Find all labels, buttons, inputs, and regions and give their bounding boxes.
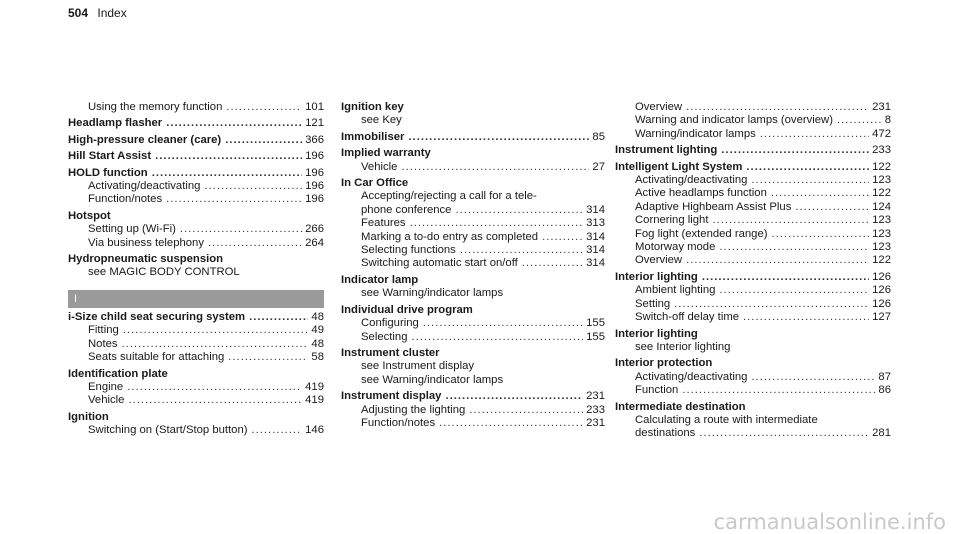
page-reference: 196 xyxy=(305,150,324,163)
index-subentry xyxy=(341,374,605,387)
entry-text: Selecting functions xyxy=(361,244,456,257)
entry-text: Using the memory function xyxy=(88,101,223,113)
entry-text: Intelligent Light System xyxy=(615,160,743,173)
entry-text: Notes xyxy=(88,337,118,350)
dot-leader xyxy=(423,317,583,330)
page-reference: 126 xyxy=(872,284,891,297)
dot-leader xyxy=(127,381,302,394)
index-subentry xyxy=(615,254,891,267)
entry-text: Function/notes xyxy=(88,193,163,206)
dot-leader xyxy=(410,217,584,230)
dot-leader xyxy=(712,214,869,227)
index-entry xyxy=(615,401,891,414)
page-reference: 233 xyxy=(586,403,605,416)
page-reference: 196 xyxy=(305,180,324,193)
entry-text: Interior lighting xyxy=(615,327,698,340)
page-reference: 85 xyxy=(592,130,605,143)
dot-leader xyxy=(249,311,308,324)
index-subentry xyxy=(68,223,324,236)
index-subentry xyxy=(341,287,605,300)
page-reference: 87 xyxy=(878,370,891,383)
index-entry xyxy=(68,167,324,180)
entry-text: Individual drive program xyxy=(341,303,473,316)
entry-text: Setting xyxy=(635,297,671,310)
entry-text: Function/notes xyxy=(361,416,436,429)
entry-text: Marking a to-do entry as completed xyxy=(361,230,539,243)
entry-text: see Interior lighting xyxy=(635,340,731,353)
dot-leader xyxy=(455,204,583,217)
page-reference: 48 xyxy=(311,310,324,323)
index-entry xyxy=(68,150,324,163)
entry-text: Headlamp flasher xyxy=(68,117,163,130)
entry-text: HOLD function xyxy=(68,166,148,179)
index-column-3 xyxy=(615,101,891,441)
dot-leader xyxy=(411,331,583,344)
dot-leader xyxy=(699,427,869,440)
index-entry xyxy=(615,328,891,341)
entry-text: Hotspot xyxy=(68,209,111,222)
page-reference: 122 xyxy=(872,187,891,200)
entry-text: Fog light (extended range) xyxy=(635,227,768,240)
index-subentry xyxy=(341,161,605,174)
entry-text: Identification plate xyxy=(68,367,168,380)
page-reference: 231 xyxy=(586,416,605,429)
index-subentry xyxy=(68,266,324,279)
page-reference: 472 xyxy=(872,127,891,140)
page-reference: 101 xyxy=(305,101,324,113)
page-reference: 314 xyxy=(586,257,605,270)
entry-text: Accepting/rejecting a call for a tele- xyxy=(361,190,537,203)
entry-text: Vehicle xyxy=(361,160,398,173)
index-subentry xyxy=(341,204,605,217)
page-reference: 123 xyxy=(872,174,891,187)
index-subentry xyxy=(68,193,324,206)
dot-leader xyxy=(166,117,302,130)
index-entry xyxy=(341,177,605,190)
index-entry xyxy=(341,131,605,144)
dot-leader xyxy=(702,271,869,284)
index-subentry xyxy=(341,217,605,230)
page-reference: 155 xyxy=(586,330,605,343)
entry-text: see Warning/indicator lamps xyxy=(361,287,504,300)
page-reference: 146 xyxy=(305,424,324,437)
entry-text: Selecting xyxy=(361,330,408,343)
entry-text: Ignition key xyxy=(341,101,404,113)
index-subentry xyxy=(341,190,605,203)
dot-leader xyxy=(686,101,869,114)
entry-text: Configuring xyxy=(361,317,419,330)
index-entry xyxy=(341,390,605,403)
index-entry xyxy=(68,411,324,424)
page-reference: 8 xyxy=(884,114,891,127)
index-subentry xyxy=(341,114,605,127)
index-subentry xyxy=(341,331,605,344)
index-subentry xyxy=(615,241,891,254)
entry-text: Activating/deactivating xyxy=(635,174,748,187)
dot-leader xyxy=(772,228,870,241)
entry-text: Instrument cluster xyxy=(341,346,440,359)
dot-leader xyxy=(771,187,869,200)
index-subentry xyxy=(615,174,891,187)
index-subentry xyxy=(68,394,324,407)
entry-text: Function xyxy=(635,384,679,397)
page-reference: 58 xyxy=(311,351,324,364)
index-subentry xyxy=(615,114,891,127)
entry-text: Intermediate destination xyxy=(615,400,746,413)
entry-text: Features xyxy=(361,217,406,230)
dot-leader xyxy=(408,131,589,144)
index-entry xyxy=(615,271,891,284)
page-reference: 314 xyxy=(586,203,605,216)
entry-text: Seats suitable for attaching xyxy=(88,351,225,364)
entry-text: Warning and indicator lamps (overview) xyxy=(635,114,833,127)
index-subentry xyxy=(68,101,324,114)
page-reference: 314 xyxy=(586,244,605,257)
entry-text: Switching automatic start on/off xyxy=(361,257,518,270)
dot-leader xyxy=(682,384,875,397)
index-subentry xyxy=(615,201,891,214)
page-reference: 233 xyxy=(872,144,891,157)
dot-leader xyxy=(252,424,303,437)
dot-leader xyxy=(743,311,869,324)
index-subentry xyxy=(341,317,605,330)
index-entry xyxy=(68,117,324,130)
page-reference: 196 xyxy=(305,193,324,206)
index-subentry xyxy=(68,324,324,337)
page-reference: 155 xyxy=(586,317,605,330)
index-entry xyxy=(68,134,324,147)
index-column-1 xyxy=(68,101,324,438)
index-subentry xyxy=(615,128,891,141)
index-subentry xyxy=(615,311,891,324)
page-reference: 231 xyxy=(586,390,605,403)
dot-leader xyxy=(155,150,302,163)
entry-text: Ignition xyxy=(68,410,109,423)
index-subentry xyxy=(615,187,891,200)
dot-leader xyxy=(760,128,869,141)
page-reference: 366 xyxy=(305,133,324,146)
dot-leader xyxy=(751,174,869,187)
page-reference: 86 xyxy=(878,384,891,397)
entry-text: Adaptive Highbeam Assist Plus xyxy=(635,200,792,213)
page-reference: 126 xyxy=(872,270,891,283)
entry-text: Vehicle xyxy=(88,394,125,407)
dot-leader xyxy=(204,180,302,193)
index-subentry xyxy=(615,384,891,397)
page-reference: 48 xyxy=(311,337,324,350)
entry-text: i-Size child seat securing system xyxy=(68,310,246,323)
index-entry xyxy=(341,304,605,317)
dot-leader xyxy=(542,231,583,244)
index-subentry xyxy=(341,244,605,257)
entry-text: Via business telephony xyxy=(88,236,204,249)
dot-leader xyxy=(719,241,869,254)
index-subentry xyxy=(68,338,324,351)
dot-leader xyxy=(751,371,875,384)
dot-leader xyxy=(719,284,869,297)
index-subentry xyxy=(615,341,891,354)
index-subentry xyxy=(615,371,891,384)
index-subentry xyxy=(615,298,891,311)
page-reference: 313 xyxy=(586,217,605,230)
index-entry xyxy=(615,161,891,174)
dot-leader xyxy=(795,201,869,214)
dot-leader xyxy=(128,394,302,407)
index-subentry xyxy=(68,424,324,437)
page-reference: 126 xyxy=(872,297,891,310)
entry-text: Instrument lighting xyxy=(615,144,718,157)
dot-leader xyxy=(225,134,302,147)
dot-leader xyxy=(123,324,309,337)
page-reference: 124 xyxy=(872,200,891,213)
dot-leader xyxy=(152,167,302,180)
index-subentry xyxy=(615,214,891,227)
dot-leader xyxy=(122,338,309,351)
page-reference: 264 xyxy=(305,236,324,249)
entry-text: Active headlamps function xyxy=(635,187,767,200)
page-reference: 49 xyxy=(311,324,324,337)
index-subentry xyxy=(615,427,891,440)
index-entry xyxy=(341,274,605,287)
dot-leader xyxy=(460,244,583,257)
entry-text: Hill Start Assist xyxy=(68,150,152,163)
entry-text: Interior protection xyxy=(615,357,713,370)
page-reference: 419 xyxy=(305,394,324,407)
entry-text: In Car Office xyxy=(341,177,409,190)
index-subentry xyxy=(341,417,605,430)
entry-text: Overview xyxy=(635,254,683,267)
entry-text: Immobiliser xyxy=(341,130,405,143)
page-reference: 123 xyxy=(872,214,891,227)
dot-leader xyxy=(439,417,583,430)
entry-text: Motorway mode xyxy=(635,241,716,254)
dot-leader xyxy=(208,237,302,250)
entry-text: destinations xyxy=(635,427,696,440)
entry-text: phone conference xyxy=(361,203,452,216)
entry-text: Activating/deactivating xyxy=(635,370,748,383)
page-reference: 231 xyxy=(872,101,891,113)
index-subentry xyxy=(341,360,605,373)
index-entry xyxy=(615,357,891,370)
index-subentry xyxy=(615,228,891,241)
entry-text: Hydropneumatic suspension xyxy=(68,253,224,266)
page-section-title: Index xyxy=(97,6,127,20)
entry-text: see Key xyxy=(361,114,402,127)
index-entry xyxy=(341,347,605,360)
index-entry xyxy=(341,147,605,160)
index-entry xyxy=(68,210,324,223)
index-subentry xyxy=(615,414,891,427)
page-reference: 121 xyxy=(305,117,324,130)
page-reference: 127 xyxy=(872,311,891,324)
dot-leader xyxy=(180,223,302,236)
index-subentry xyxy=(68,180,324,193)
page-reference: 123 xyxy=(872,241,891,254)
entry-text: see Instrument display xyxy=(361,360,475,373)
dot-leader xyxy=(469,404,583,417)
page-header xyxy=(68,7,127,20)
entry-text: Fitting xyxy=(88,324,119,337)
entry-text: Implied warranty xyxy=(341,147,431,160)
index-subentry xyxy=(341,404,605,417)
index-entry xyxy=(68,253,324,266)
index-subentry xyxy=(68,381,324,394)
entry-text: Switching on (Start/Stop button) xyxy=(88,424,248,437)
entry-text: Warning/indicator lamps xyxy=(635,127,756,140)
entry-text: see MAGIC BODY CONTROL xyxy=(88,266,240,279)
dot-leader xyxy=(674,298,869,311)
entry-text: Indicator lamp xyxy=(341,273,419,286)
index-subentry xyxy=(341,231,605,244)
dot-leader xyxy=(746,161,869,174)
entry-text: Setting up (Wi-Fi) xyxy=(88,223,176,236)
index-subentry xyxy=(615,101,891,114)
dot-leader xyxy=(228,351,308,364)
page-reference: 266 xyxy=(305,223,324,236)
page-reference: 123 xyxy=(872,227,891,240)
index-subentry xyxy=(68,237,324,250)
index-entry xyxy=(341,101,605,114)
dot-leader xyxy=(721,144,869,157)
dot-leader xyxy=(445,390,583,403)
page-reference: 122 xyxy=(872,254,891,267)
page-reference: 281 xyxy=(872,427,891,440)
entry-text: Calculating a route with intermediate xyxy=(635,413,818,426)
entry-text: Cornering light xyxy=(635,214,709,227)
index-subentry xyxy=(615,284,891,297)
page-reference: 314 xyxy=(586,230,605,243)
dot-leader xyxy=(522,257,583,270)
watermark: carmanualsonline.info xyxy=(713,509,946,534)
index-column-2 xyxy=(341,101,605,430)
dot-leader xyxy=(837,114,882,127)
entry-text: Switch-off delay time xyxy=(635,311,740,324)
entry-text: High-pressure cleaner (care) xyxy=(68,133,222,146)
entry-text: see Warning/indicator lamps xyxy=(361,373,504,386)
dot-leader xyxy=(401,161,589,174)
index-entry xyxy=(68,311,324,324)
page-reference: 122 xyxy=(872,160,891,173)
index-entry xyxy=(615,144,891,157)
entry-text: Adjusting the lighting xyxy=(361,403,466,416)
page-reference: 27 xyxy=(592,160,605,173)
dot-leader xyxy=(226,101,302,114)
entry-text: Interior lighting xyxy=(615,270,698,283)
page-reference: 196 xyxy=(305,166,324,179)
entry-text: Ambient lighting xyxy=(635,284,716,297)
entry-text: Instrument display xyxy=(341,390,442,403)
dot-leader xyxy=(686,254,869,267)
section-letter-header: I xyxy=(68,290,324,308)
index-entry xyxy=(68,368,324,381)
dot-leader xyxy=(166,193,302,206)
entry-text: Overview xyxy=(635,101,683,113)
entry-text: Activating/deactivating xyxy=(88,180,201,193)
index-subentry xyxy=(68,351,324,364)
entry-text: Engine xyxy=(88,380,124,393)
page-number: 504 xyxy=(68,6,89,20)
index-subentry xyxy=(341,257,605,270)
page-reference: 419 xyxy=(305,380,324,393)
